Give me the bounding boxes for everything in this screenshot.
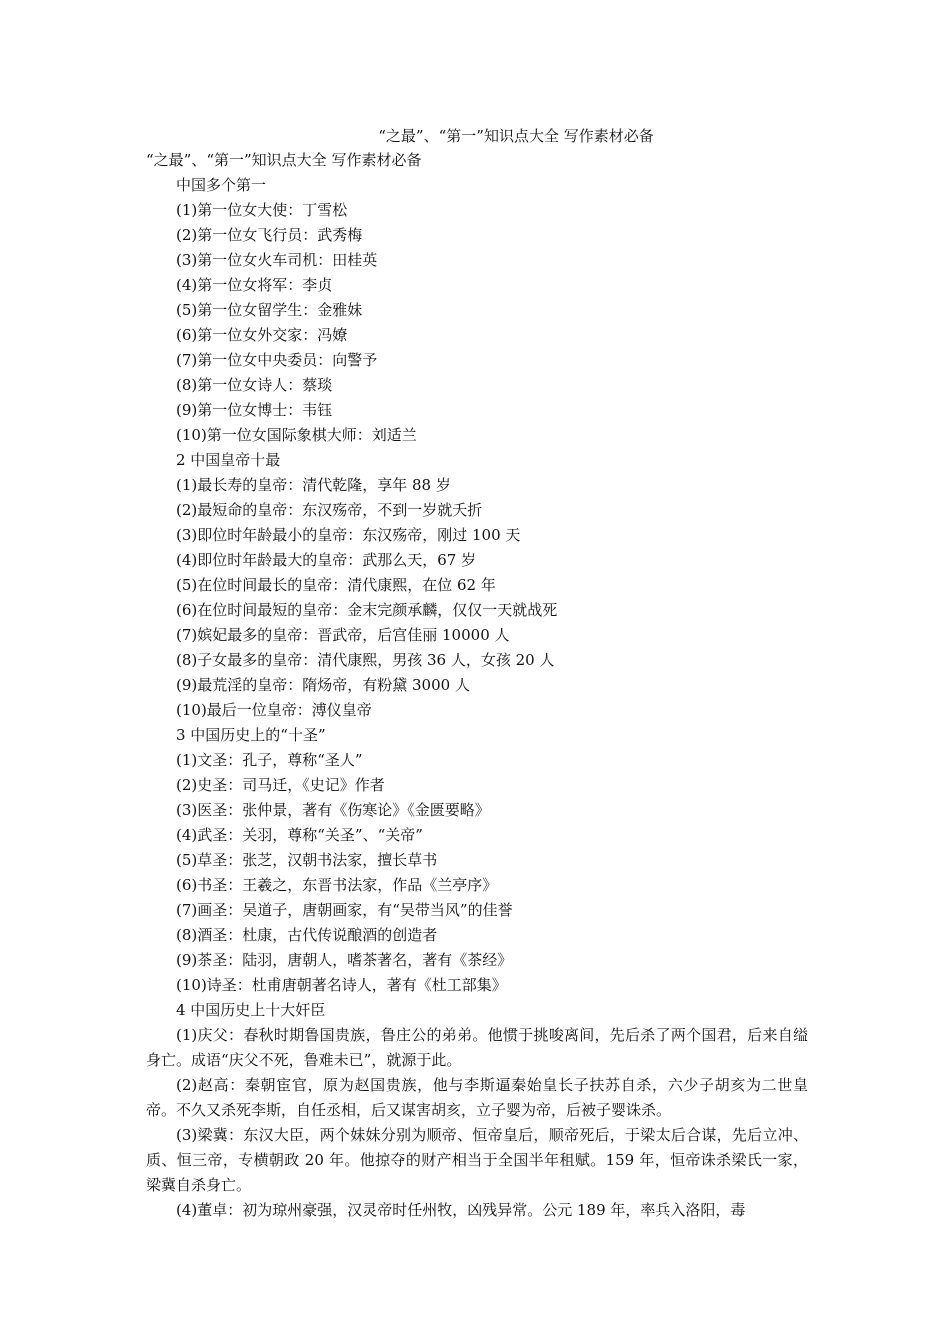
paragraph: (2)赵高：秦朝宦官，原为赵国贵族，他与李斯逼秦始皇长子扶苏自杀，六少子胡亥为二世皇帝。不久又杀死李斯，自任丞相，后又谋害胡亥，立子婴为帝，后被子婴诛杀。 bbox=[146, 1076, 808, 1119]
document-body bbox=[146, 124, 808, 1223]
paragraph: (3)梁冀：东汉大臣，两个妹妹分别为顺帝、恒帝皇后，顺帝死后，于梁太后合谋，先后立冲、质、恒三帝，专横朝政 20 年。他掠夺的财产相当于全国半年租赋。159 年，恒帝诛杀梁氏一家，梁冀自杀身亡。 bbox=[146, 1126, 808, 1194]
list-item: (10)诗圣：杜甫唐朝著名诗人，著有《杜工部集》 bbox=[176, 976, 507, 994]
section-title: 2 中国皇帝十最 bbox=[176, 451, 281, 469]
list-item: (1)最长寿的皇帝：清代乾隆，享年 88 岁 bbox=[176, 476, 451, 494]
list-item: (8)酒圣：杜康，古代传说酿酒的创造者 bbox=[176, 926, 438, 944]
list-item: (3)医圣：张仲景，著有《伤寒论》《金匮要略》 bbox=[176, 801, 490, 819]
list-item: (10)第一位女国际象棋大师：刘适兰 bbox=[176, 426, 417, 444]
list-item: (1)第一位女大使：丁雪松 bbox=[176, 201, 348, 219]
document-title: “之最”、“第一”知识点大全 写作素材必备 bbox=[378, 127, 654, 145]
list-item: (4)即位时年龄最大的皇帝：武那么天，67 岁 bbox=[176, 551, 477, 569]
list-item: (7)第一位女中央委员：向警予 bbox=[176, 351, 378, 369]
list-item: (4)第一位女将军：李贞 bbox=[176, 276, 333, 294]
list-item: (3)即位时年龄最小的皇帝：东汉殇帝，刚过 100 天 bbox=[176, 526, 521, 544]
list-item: (6)书圣：王羲之，东晋书法家，作品《兰亭序》 bbox=[176, 876, 498, 894]
list-item: (5)草圣：张芝，汉朝书法家，擅长草书 bbox=[176, 851, 438, 869]
list-item: (7)嫔妃最多的皇帝：晋武帝，后宫佳丽 10000 人 bbox=[176, 626, 510, 644]
list-item: (2)第一位女飞行员：武秀梅 bbox=[176, 226, 363, 244]
list-item: (9)茶圣：陆羽，唐朝人，嗜茶著名，著有《茶经》 bbox=[176, 951, 513, 969]
section-title: 3 中国历史上的“十圣” bbox=[176, 726, 326, 744]
list-item: (8)子女最多的皇帝：清代康熙，男孩 36 人，女孩 20 人 bbox=[176, 651, 555, 669]
list-item: (2)史圣：司马迁，《史记》作者 bbox=[176, 776, 385, 794]
list-item: (9)第一位女博士：韦钰 bbox=[176, 401, 333, 419]
list-item: (8)第一位女诗人：蔡琰 bbox=[176, 376, 333, 394]
section-title: 4 中国历史上十大奸臣 bbox=[176, 1001, 326, 1019]
list-item: (5)第一位女留学生：金雅妹 bbox=[176, 301, 363, 319]
list-item: (9)最荒淫的皇帝：隋炀帝，有粉黛 3000 人 bbox=[176, 676, 470, 694]
list-item: (7)画圣：吴道子，唐朝画家，有“吴带当风”的佳誉 bbox=[176, 901, 513, 919]
list-item: (4)武圣：关羽，尊称“关圣”、“关帝” bbox=[176, 826, 423, 844]
list-item: (6)第一位女外交家：冯嫽 bbox=[176, 326, 348, 344]
list-item: (10)最后一位皇帝：溥仪皇帝 bbox=[176, 701, 372, 719]
list-item: (5)在位时间最长的皇帝：清代康熙，在位 62 年 bbox=[176, 576, 496, 594]
section-title: 中国多个第一 bbox=[176, 176, 267, 194]
paragraph: (4)董卓：初为琼州豪强，汉灵帝时任州牧，凶残异常。公元 189 年，率兵入洛阳，毒 bbox=[176, 1201, 746, 1219]
document-heading: “之最”、“第一”知识点大全 写作素材必备 bbox=[146, 151, 422, 169]
list-item: (3)第一位女火车司机：田桂英 bbox=[176, 251, 378, 269]
paragraph: (1)庆父：春秋时期鲁国贵族，鲁庄公的弟弟。他惯于挑唆离间，先后杀了两个国君，后来自缢身亡。成语“庆父不死，鲁难未已”，就源于此。 bbox=[146, 1026, 808, 1069]
list-item: (2)最短命的皇帝：东汉殇帝，不到一岁就夭折 bbox=[176, 501, 483, 519]
list-item: (1)文圣：孔子，尊称“圣人” bbox=[176, 751, 363, 769]
list-item: (6)在位时间最短的皇帝：金末完颜承麟，仅仅一天就战死 bbox=[176, 601, 558, 619]
